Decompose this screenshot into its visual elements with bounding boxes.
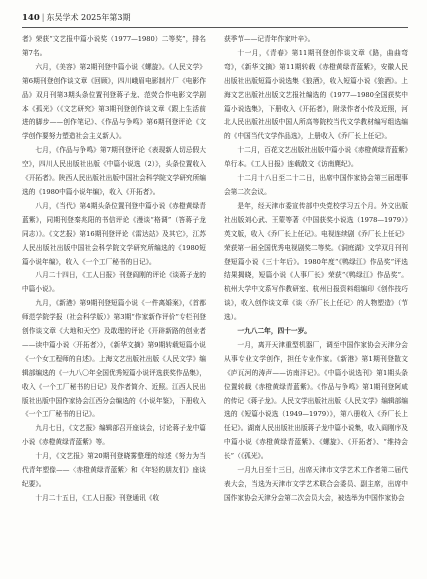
paragraph: 八月，《当代》第4期头条位置刊登中篇小说《赤橙黄绿青蓝紫》，同期刊登秦兆阳的书信评论《漫谈“格调”（答蒋子龙同志）》。《文艺报》第16期刊登评论《雷达站》及其它》，江苏人民出版社出版中国社会科学院文学研究所编选的《1980短篇小说年编》，收入《一个工厂秘书的日记》。 [22,201,206,266]
paragraph: 十二月十八日至二十二日，出席中国作家协会第三届理事会第二次会议。 [224,174,408,196]
paragraph: 获季节——记青年作家叶辛》。 [224,35,315,43]
paragraph: 一月，离开天津重型机器厂，调至中国作家协会天津分会从事专业文学创作，担任专业作家。《新港》第1期刊登散文《庐瓦河的涛声——访南洋记》。《中篇小说选刊》第1期头条位置转载《赤橙黄绿青蓝紫》。《作品与争鸣》第1期刊登阿咸的传记《蒋子龙》。人民文学出版社出版《人民文学》编辑部编选的《短篇小说选（1949—1979）》，第八册收入《乔厂长上任记》。湖南人民出版社出版蒋子龙中篇小说集，收入阎刚序及中篇小说《赤橙黄绿青蓝紫》、《螺旋》、《开拓者》、“维持会长”（《孤光》。 [224,340,408,461]
right-column [224,33,408,566]
paragraph: 八月二十四日，《工人日报》刊登阎刚的评论《谈蒋子龙的中篇小说》。 [22,271,206,294]
paragraph: 七月，《作品与争鸣》第7期刊登评论《表现新人切忌假大空》，四川人民出版社出版《中篇小说选（2）》，头条位置收入《开拓者》。陕西人民出版社出版中国社会科学院文学研究所编选的《1980中篇小说年编》，收入《开拓者》。 [22,146,206,196]
issue-label: 2025年第3期 [81,13,131,22]
left-column [22,33,206,566]
paragraph: 一月九日至十三日，出席天津市文学艺术工作者第二届代表大会，当选为天津市文学艺术联合会委员、副主席，出席中国作家协会天津分会第二次会员大会，被选举为中国作家协会 [224,466,408,502]
header-divider: | [41,13,45,22]
paragraph: 九月，《新港》第9期刊登短篇小说《一件离婚案》，《首都师范学院学报（社会科学版）》第3期“作家新作评价”专栏刊登创作谈文章《大地和天空》及敢理的评论《开辟新路的创业者——读中篇小说〈开拓者〉》，《新华文摘》第9期转载短篇小说《一个女工程师的自述》。上海文艺出版社出版《人民文学》编辑部编选的《一九八〇年全国优秀短篇小说评选获奖作品集》，收入《一个工厂秘书的日记》及作者简介、近照。江西人民出版社出版中国作家协会江西分会编选的《小说年鉴》，下册收入《一个工厂秘书的日记》。 [22,299,206,419]
running-header [22,11,408,25]
paragraph: 十二月，百花文艺出版社出版中篇小说《赤橙黄绿青蓝紫》单行本。《工人日报》连载散文《访南麂纪》。 [224,146,408,169]
page-number: 140 [22,13,40,23]
year-heading: 一九八二年，四十一岁。 [237,327,311,336]
paragraph: 十月二十五日，《工人日报》刊登通讯《收 [35,493,160,502]
paragraph: 者》荣获“文艺报中篇小说奖（1977—1980）二等奖”，排名第7名。 [22,35,206,57]
header-rule [22,27,408,28]
paragraph: 十月，《文艺报》第20期刊登晓雾整理的综述《努力为当代青年塑像——〈赤橙黄绿青蓝紫〉和《年轻的朋友们》座谈纪要》。 [22,452,206,488]
journal-name: 东吴学术 [46,13,79,22]
paragraph: 九月七日，《文艺报》编辑部召开座谈会，讨论蒋子龙中篇小说《赤橙黄绿青蓝紫》等。 [22,424,206,447]
paragraph: 是年，经天津市委宣传部中央党校学习五个月。外文出版社出版刘心武、王蒙等著《中国获奖小说选（1978—1979）》英文版，收入《乔厂长上任记》。电视连续剧《乔厂长上任记》荣获第一届全国优秀电视剧奖二等奖。《洞庭湖》文学双月刊刊登短篇小说《三十年后》。1980年度“《鸭绿江》作品奖”评选结果揭晓，短篇小说《人事厂长》荣获“《鸭绿江》作品奖”。杭州大学中文系写作教研室、杭州日报资料组编印《创作技巧谈》，收入创作谈文章《谈〈乔厂长上任记〉的人物塑造》（节选）。 [224,201,408,322]
paragraph: 六月，《美容》第2期刊登中篇小说《螺旋》。《人民文学》第6期刊登创作谈文章《回顾》，四川峨眉电影制片厂《电影作品》双月刊第3期头条位置刊登蒋子龙、范荧合作电影文学剧本《孤光》（《文艺研究》第3期刊登创作谈文章《跟上生活前进的脚步——创作笔记》、《作品与争鸣》第6期刊登评论《文学创作要努力塑造社会主义新人》。 [22,62,206,141]
paragraph: 十一月，《青春》第11期刊登创作谈文章《路，曲曲弯弯》，《新华文摘》第11期转载《赤橙黄绿青蓝紫》，安徽人民出版社出版短篇小说选集《狼酒》，收入短篇小说《狼酒》。上海文艺出版社出版文艺报社编选的《1977—1980全国获奖中篇小说选集》，下册收入《开拓者》，附录作者小传及近照，河北人民出版社出版中国人所高等院校当代文学教材编写组选编的《中国当代文学作品选》，上册收入《乔厂长上任记》。 [224,48,408,141]
